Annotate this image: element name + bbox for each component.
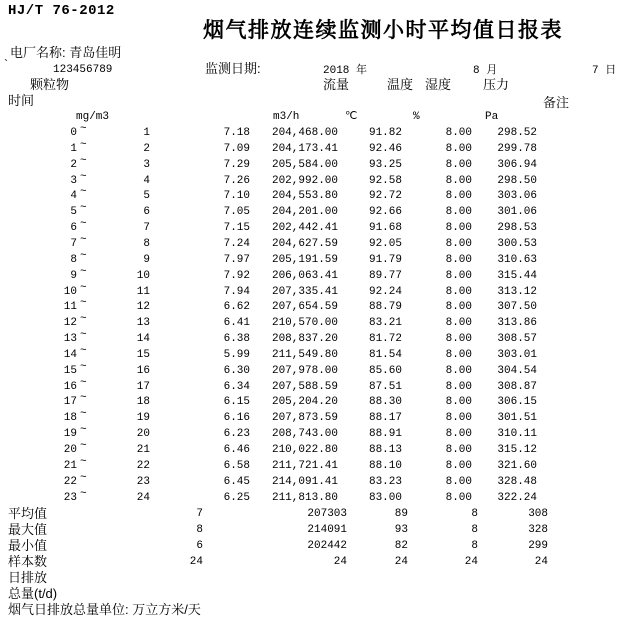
table-row bbox=[0, 249, 619, 268]
table-row bbox=[0, 487, 619, 506]
cell-pm: 5.99 bbox=[223, 348, 250, 361]
unit-temp: ℃ bbox=[345, 111, 358, 123]
cell-hour-end: 3 bbox=[143, 158, 150, 171]
monitor-date-month-value: 8 月 bbox=[473, 65, 498, 77]
cell-hour-start: 6 bbox=[70, 222, 77, 235]
cell-hour-end: 16 bbox=[136, 364, 150, 377]
cell-pressure: 306.15 bbox=[497, 396, 537, 409]
cell-pressure: 303.06 bbox=[497, 190, 537, 203]
cell-pressure: 301.51 bbox=[497, 412, 537, 425]
cell-hour-start: 15 bbox=[63, 364, 77, 377]
cell-tilde: ~ bbox=[80, 186, 87, 199]
cell-hour-end: 24 bbox=[136, 491, 150, 504]
cell-flow: 206,063.41 bbox=[271, 269, 338, 282]
monitor-date-label: 监测日期: bbox=[205, 61, 261, 76]
cell-pressure: 298.52 bbox=[497, 127, 537, 139]
cell-temp: 88.79 bbox=[368, 301, 402, 314]
column-header-remark: 备注 bbox=[543, 95, 570, 110]
summary-humidity: 8 bbox=[471, 508, 478, 520]
cell-pm: 6.30 bbox=[223, 364, 250, 377]
cell-temp: 83.21 bbox=[368, 317, 402, 330]
cell-flow: 207,335.41 bbox=[271, 285, 338, 298]
cell-hour-start: 11 bbox=[63, 301, 77, 314]
cell-flow: 208,743.00 bbox=[271, 428, 338, 441]
table-row bbox=[0, 315, 619, 331]
cell-temp: 92.66 bbox=[368, 206, 402, 219]
summary-temp: 82 bbox=[394, 540, 408, 552]
cell-humidity: 8.00 bbox=[445, 333, 472, 346]
cell-pm: 6.62 bbox=[223, 301, 250, 314]
cell-humidity: 8.00 bbox=[445, 237, 472, 250]
cell-pm: 6.58 bbox=[223, 459, 250, 472]
cell-hour-start: 5 bbox=[70, 206, 77, 219]
cell-humidity: 8.00 bbox=[445, 317, 472, 330]
summary-label: 样本数 bbox=[8, 554, 48, 569]
total-label: 总量(t/d) bbox=[8, 586, 58, 601]
cell-flow: 207,588.59 bbox=[271, 380, 338, 393]
summary-flow: 214091 bbox=[307, 524, 347, 536]
cell-temp: 92.05 bbox=[368, 237, 402, 250]
cell-pm: 6.38 bbox=[223, 333, 250, 346]
plant-name-line bbox=[10, 45, 121, 61]
cell-humidity: 8.00 bbox=[445, 444, 472, 456]
cell-hour-start: 10 bbox=[63, 285, 77, 298]
cell-pressure: 321.60 bbox=[497, 459, 537, 472]
table-row bbox=[0, 376, 619, 395]
plant-name-label: 电厂名称: bbox=[10, 45, 66, 60]
cell-flow: 202,442.41 bbox=[271, 222, 338, 235]
cell-flow: 211,813.80 bbox=[271, 491, 338, 504]
summary-label: 最大值 bbox=[8, 522, 48, 537]
cell-hour-end: 18 bbox=[136, 396, 150, 409]
cell-flow: 204,553.80 bbox=[271, 190, 338, 203]
cell-temp: 85.60 bbox=[368, 364, 402, 377]
cell-hour-start: 13 bbox=[63, 333, 77, 346]
cell-humidity: 8.00 bbox=[445, 222, 472, 235]
cell-pressure: 313.12 bbox=[497, 285, 537, 298]
table-row bbox=[0, 344, 619, 363]
table-row bbox=[0, 394, 619, 410]
cell-humidity: 8.00 bbox=[445, 127, 472, 139]
cell-tilde: ~ bbox=[80, 154, 87, 167]
daily-emission-label: 日排放 bbox=[8, 570, 48, 585]
cell-tilde: ~ bbox=[80, 218, 87, 231]
cell-tilde: ~ bbox=[80, 487, 87, 500]
cell-pm: 7.18 bbox=[223, 127, 250, 139]
cell-flow: 204,627.59 bbox=[271, 237, 338, 250]
cell-humidity: 8.00 bbox=[445, 396, 472, 409]
table-row bbox=[0, 233, 619, 252]
column-header-flow: 流量 bbox=[323, 77, 350, 92]
cell-humidity: 8.00 bbox=[445, 142, 472, 155]
cell-humidity: 8.00 bbox=[445, 348, 472, 361]
cell-humidity: 8.00 bbox=[445, 190, 472, 203]
cell-pressure: 298.50 bbox=[497, 174, 537, 187]
summary-temp: 89 bbox=[394, 508, 408, 520]
table-row bbox=[0, 125, 619, 141]
cell-pm: 6.23 bbox=[223, 428, 250, 441]
cell-flow: 210,022.80 bbox=[271, 444, 338, 456]
cell-temp: 87.51 bbox=[368, 380, 402, 393]
cell-hour-end: 20 bbox=[136, 428, 150, 441]
cell-hour-end: 9 bbox=[143, 253, 150, 266]
cell-tilde: ~ bbox=[80, 170, 87, 183]
cell-hour-end: 21 bbox=[136, 444, 150, 456]
cell-hour-end: 10 bbox=[136, 269, 150, 282]
cell-hour-start: 21 bbox=[63, 459, 77, 472]
cell-hour-start: 19 bbox=[63, 428, 77, 441]
summary-row bbox=[0, 522, 619, 538]
cell-temp: 81.72 bbox=[368, 333, 402, 346]
summary-pressure: 328 bbox=[528, 524, 548, 536]
cell-tilde: ~ bbox=[80, 408, 87, 421]
cell-humidity: 8.00 bbox=[445, 285, 472, 298]
column-header-pressure: 压力 bbox=[483, 77, 510, 92]
cell-humidity: 8.00 bbox=[445, 412, 472, 425]
cell-temp: 83.00 bbox=[368, 491, 402, 504]
cell-hour-end: 19 bbox=[136, 412, 150, 425]
cell-tilde: ~ bbox=[80, 249, 87, 262]
cell-hour-start: 14 bbox=[63, 348, 77, 361]
summary-flow: 207303 bbox=[307, 508, 347, 520]
cell-pressure: 308.87 bbox=[497, 380, 537, 393]
cell-tilde: ~ bbox=[80, 233, 87, 246]
cell-pm: 6.46 bbox=[223, 444, 250, 456]
cell-tilde: ~ bbox=[80, 265, 87, 278]
cell-temp: 92.72 bbox=[368, 190, 402, 203]
monitor-date-day bbox=[592, 61, 616, 79]
cell-hour-start: 4 bbox=[70, 190, 77, 203]
standard-code: HJ/T 76-2012 bbox=[8, 3, 115, 19]
cell-temp: 88.30 bbox=[368, 396, 402, 409]
cell-flow: 214,091.41 bbox=[271, 475, 338, 488]
cell-hour-start: 18 bbox=[63, 412, 77, 425]
cell-pressure: 307.50 bbox=[497, 301, 537, 314]
cell-pressure: 298.53 bbox=[497, 222, 537, 235]
cell-pressure: 328.48 bbox=[497, 475, 537, 488]
report-title: 烟气排放连续监测小时平均值日报表 bbox=[203, 19, 563, 42]
cell-pressure: 299.78 bbox=[497, 142, 537, 155]
cell-tilde: ~ bbox=[80, 360, 87, 373]
cell-hour-start: 9 bbox=[70, 269, 77, 282]
cell-pressure: 308.57 bbox=[497, 333, 537, 346]
cell-flow: 207,654.59 bbox=[271, 301, 338, 314]
summary-row bbox=[0, 538, 619, 554]
unit-pressure: Pa bbox=[485, 111, 499, 123]
cell-flow: 205,584.00 bbox=[271, 158, 338, 171]
cell-hour-start: 2 bbox=[70, 158, 77, 171]
cell-temp: 91.82 bbox=[368, 127, 402, 139]
cell-humidity: 8.00 bbox=[445, 301, 472, 314]
hourly-rows bbox=[0, 125, 619, 506]
cell-hour-end: 15 bbox=[136, 348, 150, 361]
cell-hour-start: 3 bbox=[70, 174, 77, 187]
table-row bbox=[0, 170, 619, 189]
cell-temp: 83.23 bbox=[368, 475, 402, 488]
summary-humidity: 8 bbox=[471, 524, 478, 536]
cell-hour-start: 12 bbox=[63, 317, 77, 330]
cell-flow: 211,549.80 bbox=[271, 348, 338, 361]
plant-id: 123456789 bbox=[53, 64, 113, 76]
cell-tilde: ~ bbox=[80, 329, 87, 342]
cell-flow: 205,204.20 bbox=[271, 396, 338, 409]
cell-humidity: 8.00 bbox=[445, 206, 472, 219]
cell-temp: 93.25 bbox=[368, 158, 402, 171]
cell-temp: 91.79 bbox=[368, 253, 402, 266]
cell-tilde: ~ bbox=[80, 344, 87, 357]
table-row bbox=[0, 455, 619, 474]
cell-hour-end: 12 bbox=[136, 301, 150, 314]
cell-humidity: 8.00 bbox=[445, 380, 472, 393]
cell-pressure: 301.06 bbox=[497, 206, 537, 219]
cell-flow: 204,468.00 bbox=[271, 127, 338, 139]
cell-pressure: 306.94 bbox=[497, 158, 537, 171]
cell-hour-end: 1 bbox=[143, 127, 150, 139]
cell-flow: 205,191.59 bbox=[271, 253, 338, 266]
summary-row bbox=[0, 554, 619, 570]
summary-pm: 8 bbox=[196, 524, 203, 536]
cell-temp: 91.68 bbox=[368, 222, 402, 235]
cell-pressure: 304.54 bbox=[497, 364, 537, 377]
cell-pm: 6.41 bbox=[223, 317, 250, 330]
table-row bbox=[0, 265, 619, 284]
cell-tilde: ~ bbox=[80, 313, 87, 326]
cell-pm: 7.10 bbox=[223, 190, 250, 203]
cell-pm: 7.29 bbox=[223, 158, 250, 171]
cell-pressure: 310.63 bbox=[497, 253, 537, 266]
table-row bbox=[0, 410, 619, 426]
cell-temp: 81.54 bbox=[368, 348, 402, 361]
plant-name-value: 青岛佳明 bbox=[69, 45, 122, 60]
cell-hour-end: 8 bbox=[143, 237, 150, 250]
unit-flow: m3/h bbox=[273, 111, 300, 123]
cell-pm: 7.09 bbox=[223, 142, 250, 155]
cell-hour-start: 22 bbox=[63, 475, 77, 488]
cell-hour-end: 6 bbox=[143, 206, 150, 219]
cell-tilde: ~ bbox=[80, 424, 87, 437]
tick-mark: ` bbox=[4, 57, 8, 71]
cell-pressure: 322.24 bbox=[497, 491, 537, 504]
cell-temp: 88.13 bbox=[368, 444, 402, 456]
table-row bbox=[0, 220, 619, 236]
table-row bbox=[0, 360, 619, 379]
cell-flow: 204,201.00 bbox=[271, 206, 338, 219]
cell-temp: 92.46 bbox=[368, 142, 402, 155]
cell-pm: 7.94 bbox=[223, 285, 250, 298]
cell-tilde: ~ bbox=[80, 138, 87, 151]
cell-pm: 7.05 bbox=[223, 206, 250, 219]
cell-pressure: 303.01 bbox=[497, 348, 537, 361]
table-row bbox=[0, 426, 619, 442]
summary-pressure: 299 bbox=[528, 540, 548, 552]
cell-pm: 7.97 bbox=[223, 253, 250, 266]
summary-pm: 7 bbox=[196, 508, 203, 520]
cell-flow: 207,873.59 bbox=[271, 412, 338, 425]
cell-pressure: 310.11 bbox=[497, 428, 537, 441]
cell-tilde: ~ bbox=[80, 123, 87, 135]
cell-humidity: 8.00 bbox=[445, 158, 472, 171]
cell-tilde: ~ bbox=[80, 440, 87, 452]
cell-hour-start: 8 bbox=[70, 253, 77, 266]
cell-hour-end: 7 bbox=[143, 222, 150, 235]
column-header-humidity: 湿度 bbox=[425, 77, 452, 92]
summary-temp: 93 bbox=[394, 524, 408, 536]
table-row bbox=[0, 331, 619, 347]
cell-humidity: 8.00 bbox=[445, 428, 472, 441]
cell-temp: 88.17 bbox=[368, 412, 402, 425]
cell-hour-start: 16 bbox=[63, 380, 77, 393]
column-header-pm: 颗粒物 bbox=[30, 77, 70, 92]
cell-flow: 211,721.41 bbox=[271, 459, 338, 472]
cell-temp: 89.77 bbox=[368, 269, 402, 282]
column-header-time: 时间 bbox=[8, 93, 35, 108]
cell-hour-start: 7 bbox=[70, 237, 77, 250]
summary-pressure: 24 bbox=[534, 556, 548, 568]
cell-pressure: 313.86 bbox=[497, 317, 537, 330]
cell-tilde: ~ bbox=[80, 376, 87, 389]
cell-pressure: 300.53 bbox=[497, 237, 537, 250]
summary-humidity: 8 bbox=[471, 540, 478, 552]
cell-hour-start: 1 bbox=[70, 142, 77, 155]
cell-tilde: ~ bbox=[80, 202, 87, 215]
cell-temp: 88.91 bbox=[368, 428, 402, 441]
cell-hour-end: 14 bbox=[136, 333, 150, 346]
cell-temp: 88.10 bbox=[368, 459, 402, 472]
cell-pm: 6.15 bbox=[223, 396, 250, 409]
table-row bbox=[0, 188, 619, 204]
cell-hour-end: 4 bbox=[143, 174, 150, 187]
cell-pm: 6.45 bbox=[223, 475, 250, 488]
emission-unit-note: 烟气日排放总量单位: 万立方米/天 bbox=[8, 602, 201, 617]
cell-humidity: 8.00 bbox=[445, 364, 472, 377]
cell-humidity: 8.00 bbox=[445, 174, 472, 187]
cell-flow: 204,173.41 bbox=[271, 142, 338, 155]
table-row bbox=[0, 442, 619, 458]
summary-label: 平均值 bbox=[8, 506, 48, 521]
cell-humidity: 8.00 bbox=[445, 269, 472, 282]
cell-hour-end: 22 bbox=[136, 459, 150, 472]
summary-row bbox=[0, 506, 619, 522]
summary-flow: 24 bbox=[333, 556, 347, 568]
table-row bbox=[0, 154, 619, 173]
table-row bbox=[0, 204, 619, 220]
column-header-temp: 温度 bbox=[387, 77, 414, 92]
cell-pm: 6.25 bbox=[223, 491, 250, 504]
cell-tilde: ~ bbox=[80, 281, 87, 294]
table-row bbox=[0, 471, 619, 490]
monitor-date-year-value: 2018 年 bbox=[323, 65, 368, 77]
summary-pm: 6 bbox=[196, 540, 203, 552]
summary-pressure: 308 bbox=[528, 508, 548, 520]
table-row bbox=[0, 299, 619, 315]
cell-humidity: 8.00 bbox=[445, 459, 472, 472]
summary-rows bbox=[0, 506, 619, 570]
cell-hour-end: 11 bbox=[136, 285, 150, 298]
cell-temp: 92.24 bbox=[368, 285, 402, 298]
cell-hour-start: 23 bbox=[63, 491, 77, 504]
summary-flow: 202442 bbox=[307, 540, 347, 552]
summary-temp: 24 bbox=[394, 556, 408, 568]
cell-tilde: ~ bbox=[80, 297, 87, 310]
cell-hour-end: 23 bbox=[136, 475, 150, 488]
cell-pm: 6.16 bbox=[223, 412, 250, 425]
cell-tilde: ~ bbox=[80, 471, 87, 484]
cell-tilde: ~ bbox=[80, 455, 87, 468]
cell-hour-end: 13 bbox=[136, 317, 150, 330]
summary-label: 最小值 bbox=[8, 538, 48, 553]
cell-hour-end: 5 bbox=[143, 190, 150, 203]
unit-pm: mg/m3 bbox=[76, 111, 110, 123]
cell-tilde: ~ bbox=[80, 392, 87, 405]
table-row bbox=[0, 138, 619, 157]
summary-humidity: 24 bbox=[464, 556, 478, 568]
cell-humidity: 8.00 bbox=[445, 491, 472, 504]
cell-hour-end: 2 bbox=[143, 142, 150, 155]
monitor-date-day-value: 7 日 bbox=[592, 65, 617, 77]
cell-pressure: 315.44 bbox=[497, 269, 537, 282]
cell-humidity: 8.00 bbox=[445, 475, 472, 488]
cell-hour-start: 20 bbox=[63, 444, 77, 456]
cell-hour-end: 17 bbox=[136, 380, 150, 393]
cell-pm: 7.24 bbox=[223, 237, 250, 250]
cell-pressure: 315.12 bbox=[497, 444, 537, 456]
cell-humidity: 8.00 bbox=[445, 253, 472, 266]
cell-pm: 7.26 bbox=[223, 174, 250, 187]
cell-pm: 7.15 bbox=[223, 222, 250, 235]
cell-flow: 207,978.00 bbox=[271, 364, 338, 377]
cell-temp: 92.58 bbox=[368, 174, 402, 187]
cell-pm: 6.34 bbox=[223, 380, 250, 393]
cell-pm: 7.92 bbox=[223, 269, 250, 282]
table-row bbox=[0, 281, 619, 300]
cell-hour-start: 0 bbox=[70, 127, 77, 139]
unit-humidity: % bbox=[413, 111, 420, 123]
cell-flow: 202,992.00 bbox=[271, 174, 338, 187]
cell-flow: 210,570.00 bbox=[271, 317, 338, 330]
summary-pm: 24 bbox=[189, 556, 203, 568]
cell-flow: 208,837.20 bbox=[271, 333, 338, 346]
cell-hour-start: 17 bbox=[63, 396, 77, 409]
